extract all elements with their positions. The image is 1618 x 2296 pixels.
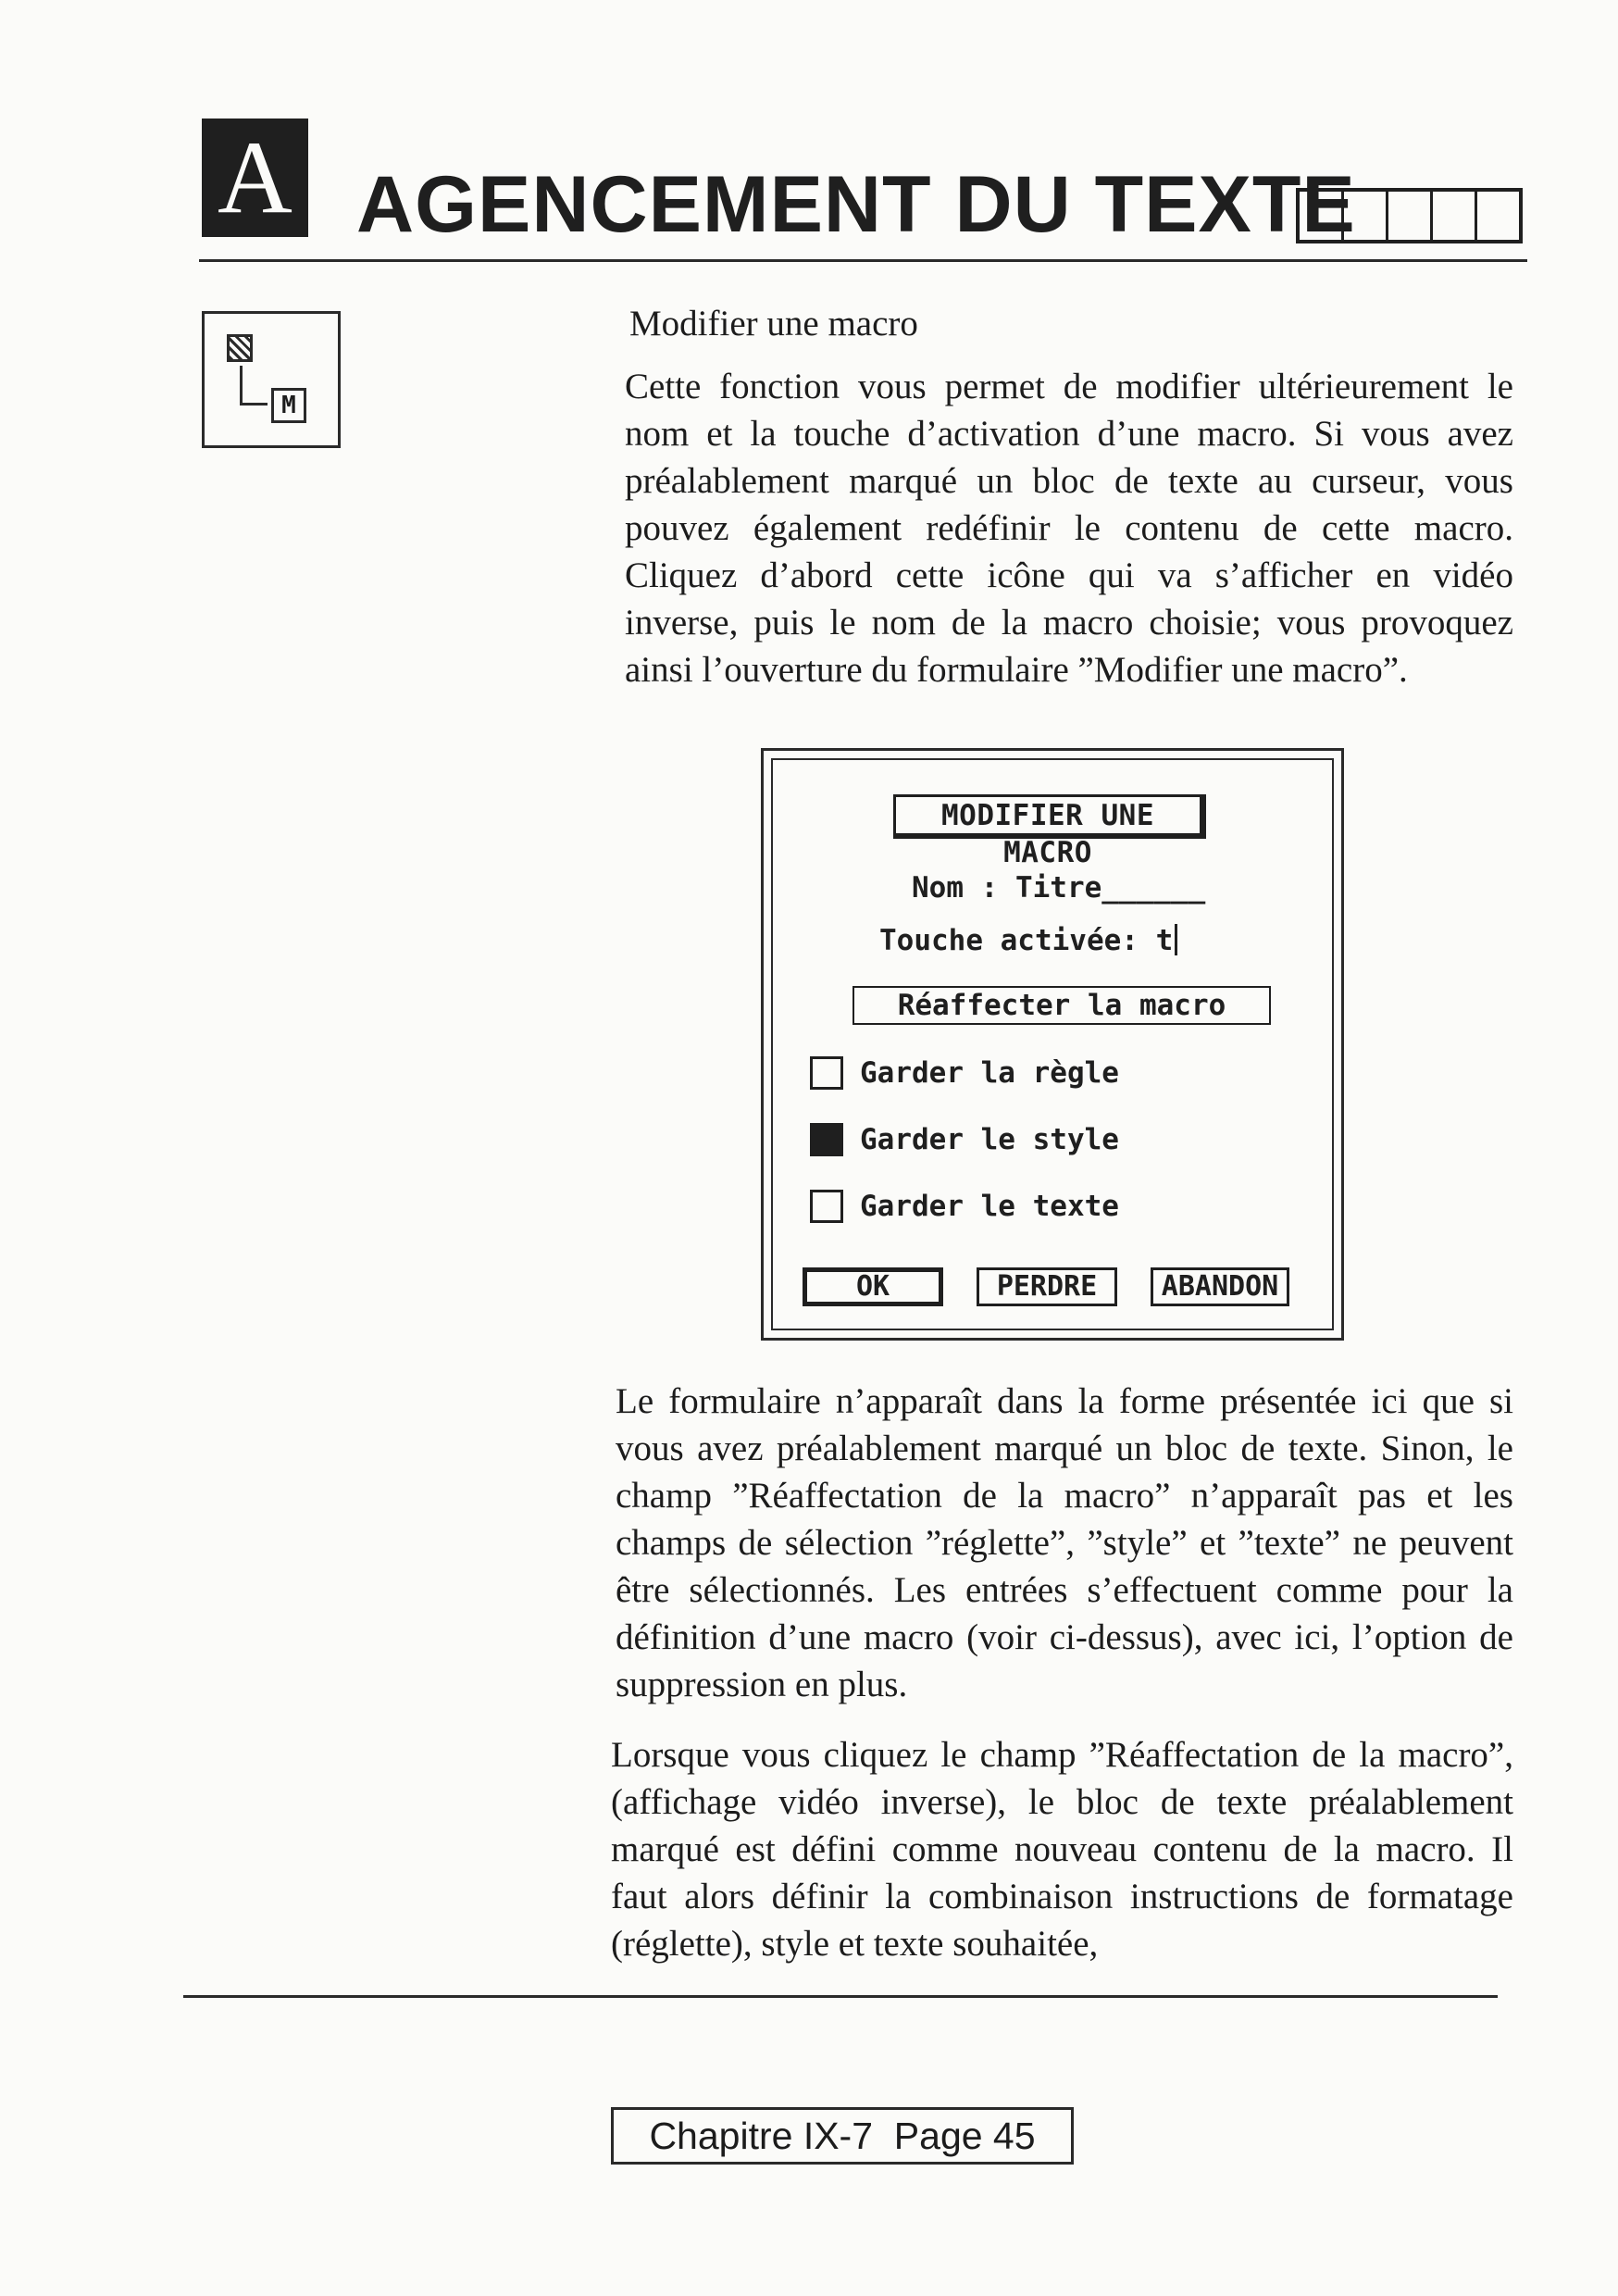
keep-text-option[interactable] (810, 1188, 1119, 1225)
lose-button[interactable]: PERDRE (977, 1267, 1117, 1306)
keep-ruler-checkbox[interactable] (810, 1056, 843, 1090)
keep-style-checkbox[interactable] (810, 1123, 843, 1156)
ruler-icon (1300, 192, 1344, 240)
header-icon-strip (1296, 188, 1523, 243)
reassign-macro-button[interactable]: Réaffecter la macro (853, 986, 1271, 1025)
chapter-letter: A (218, 120, 292, 235)
text-cursor (1175, 924, 1177, 955)
cancel-button[interactable]: ABANDON (1151, 1267, 1289, 1306)
align-icon (1433, 192, 1477, 240)
dialog-title: MODIFIER UNE MACRO (893, 794, 1206, 839)
keep-ruler-option[interactable] (810, 1054, 1119, 1092)
macro-m-icon: M (271, 388, 306, 423)
layout-icon (1477, 192, 1519, 240)
modify-macro-dialog (761, 748, 1344, 1341)
keep-text-label: Garder le texte (860, 1190, 1119, 1223)
activation-key-field[interactable] (879, 922, 1177, 959)
keep-text-checkbox[interactable] (810, 1190, 843, 1223)
ok-button[interactable]: OK (803, 1267, 943, 1306)
keep-style-option[interactable] (810, 1121, 1119, 1158)
paragraph-intro: Cette fonction vous permet de modifier ultérieurement le nom et la touche d’activation d’une macro. Si vous avez préalablement marqué un bloc de texte au curseur, vous pouvez également redéfinir le contenu de cette macro. Cliquez d’abord cette icône qui va s’afficher en vidéo inverse, puis le nom de la macro choisie; vous provoquez ainsi l’ouverture du formulaire ”Modifier une macro”. (625, 367, 1513, 690)
paragraph-form-description: Le formulaire n’apparaît dans la forme présentée ici que si vous avez préalablement marqué un bloc de texte. Sinon, le champ ”Réaffectation de la macro” n’apparaît pas et les champs de sélection ”réglette”, ”style” et ”texte” ne peuvent être sélectionnés. Les entrées s’effectuent comme pour la définition d’une macro (voir ci-dessus), avec ici, l’option de suppression en plus. (616, 1381, 1513, 1704)
keep-style-label: Garder le style (860, 1123, 1119, 1156)
page-title: AGENCEMENT DU TEXTE (356, 160, 1356, 249)
page-number-label: Chapitre IX-7 Page 45 (611, 2107, 1074, 2165)
activation-key-text: Touche activée: t (879, 924, 1174, 957)
text-icon (1388, 192, 1433, 240)
modify-macro-icon (202, 311, 341, 448)
footer-divider (183, 1995, 1498, 1998)
header-divider (199, 259, 1527, 262)
style-icon (1344, 192, 1388, 240)
chapter-letter-badge (202, 119, 308, 237)
paragraph-reassign-description: Lorsque vous cliquez le champ ”Réaffectation de la macro”, (affichage vidéo inverse), le bloc de texte préalablement marqué est défini comme nouveau contenu de la macro. Il faut alors définir la combinaison instructions de formatage (réglette), style et texte souhaitée, (611, 1735, 1513, 1964)
macro-name-field[interactable]: Nom : Titre______ (912, 871, 1206, 905)
section-heading: Modifier une macro (629, 304, 918, 343)
arrow-icon (240, 366, 243, 405)
keep-ruler-label: Garder la règle (860, 1056, 1119, 1090)
source-block-icon (227, 334, 253, 362)
